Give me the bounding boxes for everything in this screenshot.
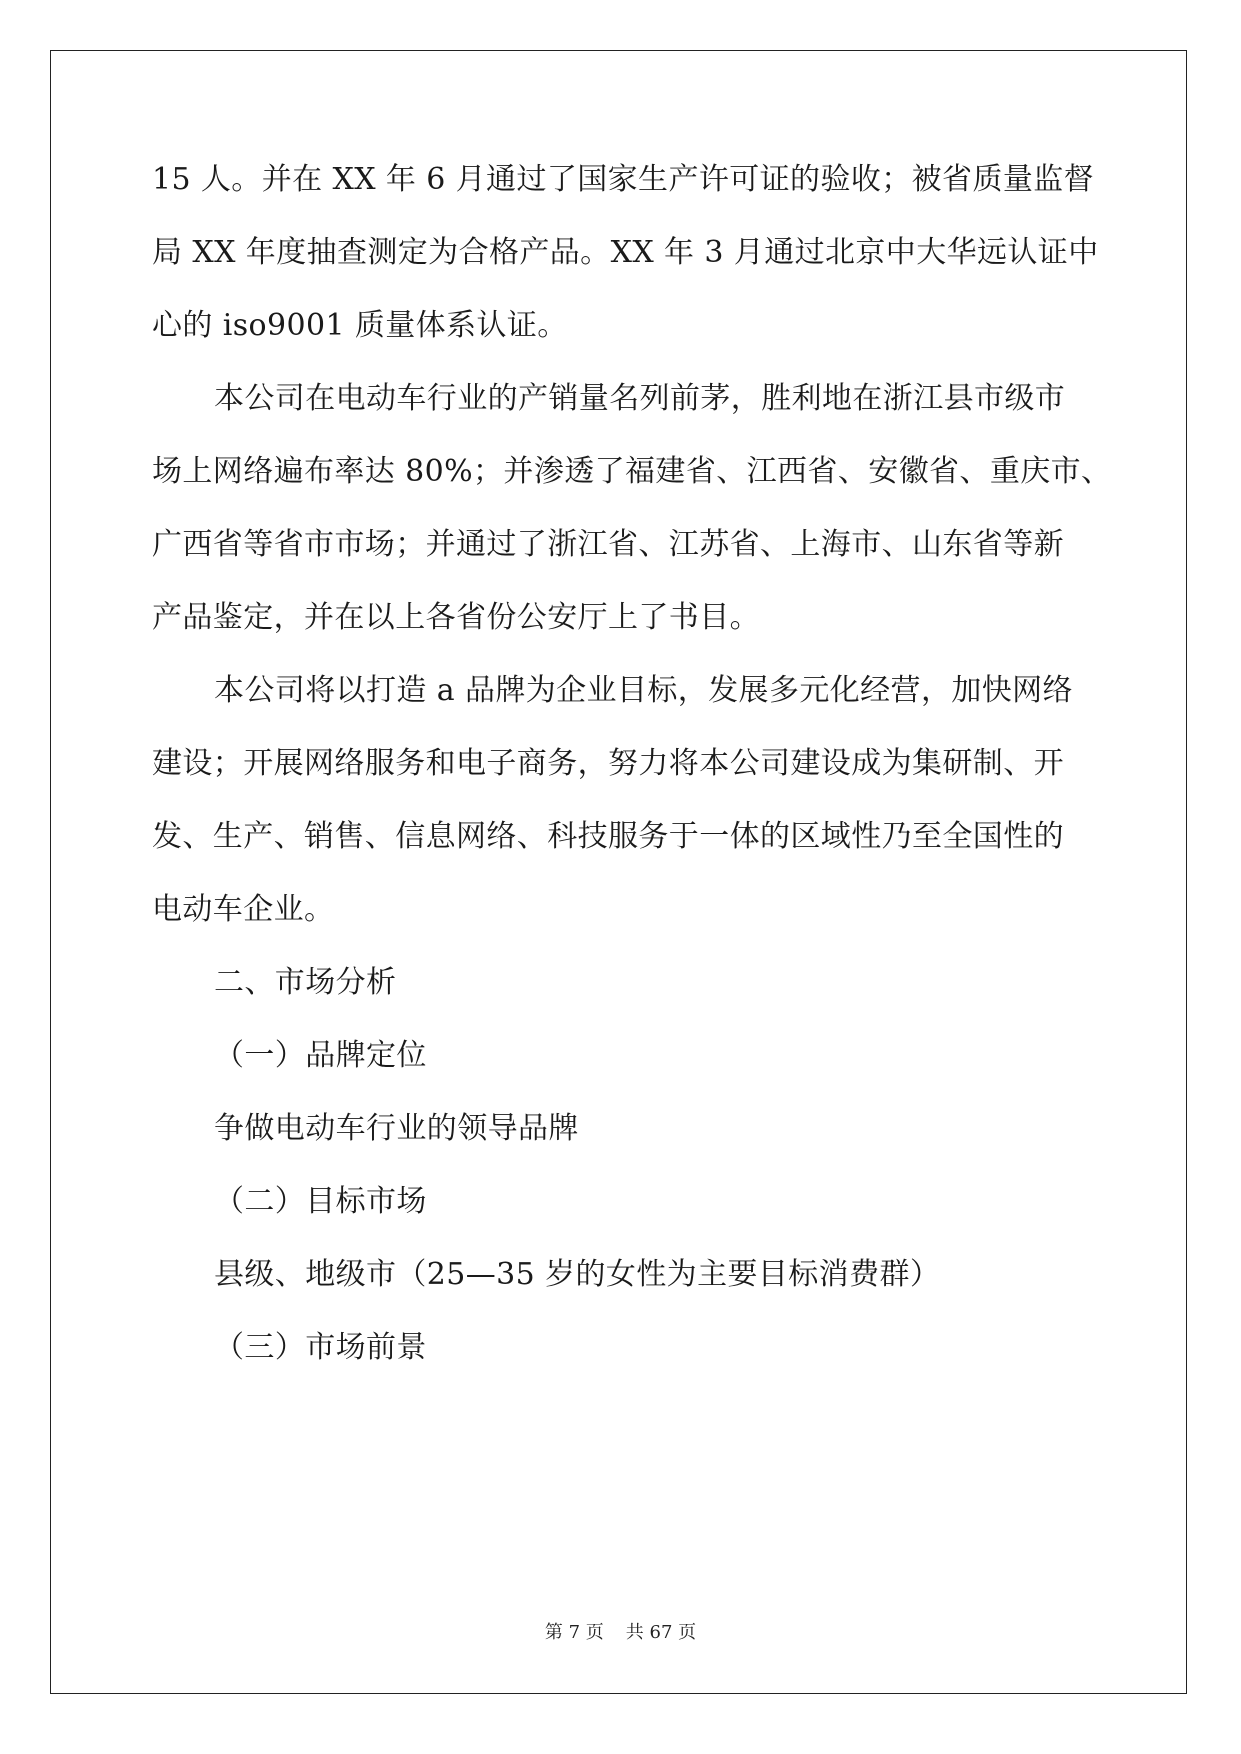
- page-total: 共 67 页: [625, 1622, 697, 1643]
- text-line: 场上网络遍布率达 80%；并渗透了福建省、江西省、安徽省、重庆市、: [152, 454, 1112, 489]
- subsection-heading: （三）市场前景: [214, 1330, 427, 1365]
- text-line: 产品鉴定，并在以上各省份公安厅上了书目。: [152, 600, 760, 635]
- text-line: 县级、地级市（25—35 岁的女性为主要目标消费群）: [214, 1257, 941, 1292]
- text-line: 电动车企业。: [152, 892, 335, 927]
- text-line: 15 人。并在 XX 年 6 月通过了国家生产许可证的验收；被省质量监督: [152, 162, 1095, 197]
- subsection-heading: （一）品牌定位: [214, 1038, 427, 1073]
- page-footer: [0, 1621, 1241, 1645]
- section-heading: 二、市场分析: [214, 965, 397, 1000]
- page-border: [50, 50, 1187, 1694]
- paragraph-start: 本公司将以打造 a 品牌为企业目标，发展多元化经营，加快网络: [214, 673, 1073, 708]
- page-number: 第 7 页: [544, 1622, 604, 1643]
- text-line: 建设；开展网络服务和电子商务，努力将本公司建设成为集研制、开: [152, 746, 1064, 781]
- text-line: 心的 iso9001 质量体系认证。: [152, 308, 568, 343]
- text-line: 广西省等省市市场；并通过了浙江省、江苏省、上海市、山东省等新: [152, 527, 1064, 562]
- paragraph-start: 本公司在电动车行业的产销量名列前茅，胜利地在浙江县市级市: [214, 381, 1066, 416]
- subsection-heading: （二）目标市场: [214, 1184, 427, 1219]
- text-line: 局 XX 年度抽查测定为合格产品。XX 年 3 月通过北京中大华远认证中: [152, 235, 1099, 270]
- text-line: 发、生产、销售、信息网络、科技服务于一体的区域性乃至全国性的: [152, 819, 1064, 854]
- text-line: 争做电动车行业的领导品牌: [214, 1111, 579, 1146]
